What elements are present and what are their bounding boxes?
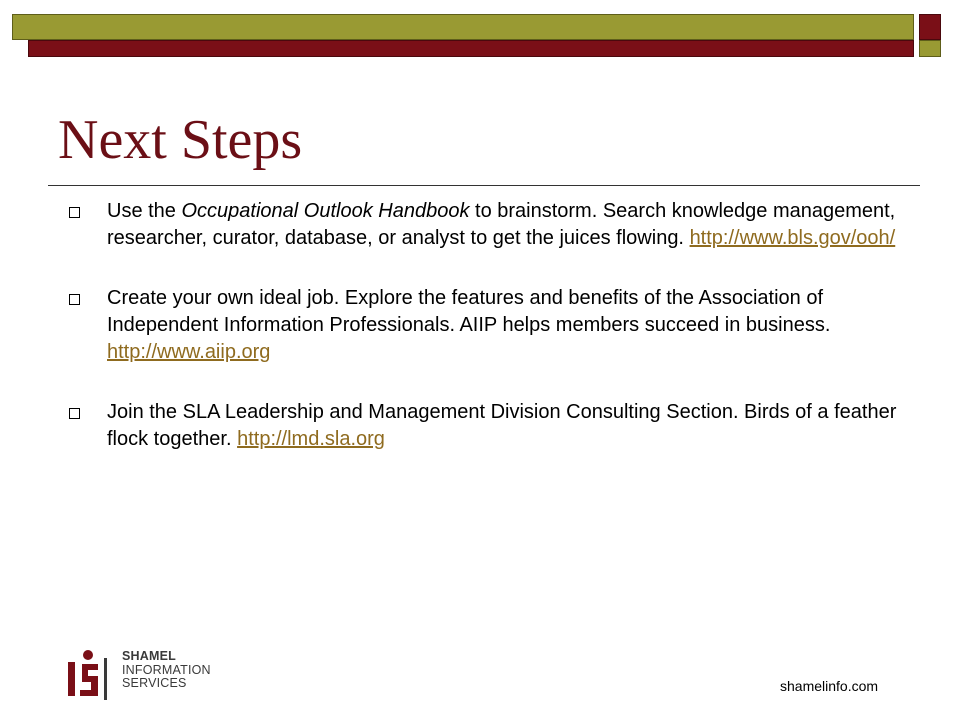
shamel-logo bbox=[64, 648, 244, 704]
logo-line-1: SHAMEL bbox=[122, 649, 176, 663]
logo-wordmark bbox=[122, 650, 211, 691]
header-corner-maroon bbox=[919, 14, 941, 40]
header-bar-maroon bbox=[28, 40, 914, 57]
bullet-item bbox=[58, 285, 898, 366]
logo-line-3: SERVICES bbox=[122, 676, 187, 690]
bullet-text: Create your own ideal job. Explore the features and benefits of the Association of Independent Information Professionals. AIIP helps members succeed in business. bbox=[107, 287, 831, 336]
bullet-item bbox=[58, 198, 898, 252]
lmd-sla-link[interactable]: http://lmd.sla.org bbox=[237, 428, 385, 450]
bullet-item bbox=[58, 399, 898, 453]
header-corner-olive bbox=[919, 40, 941, 57]
square-bullet-icon bbox=[69, 294, 80, 305]
bullet-text: to brainstorm. Search knowledge management, researcher, curator, database, or analyst to get the juices flowing. bbox=[107, 200, 896, 249]
bullet-text: Use the bbox=[107, 200, 182, 222]
bls-ooh-link[interactable]: http://www.bls.gov/ooh/ bbox=[689, 227, 896, 249]
square-bullet-icon bbox=[69, 207, 80, 218]
shamel-logo-icon bbox=[64, 648, 120, 704]
logo-line-2: INFORMATION bbox=[122, 662, 211, 677]
aiip-link[interactable]: http://www.aiip.org bbox=[107, 341, 271, 363]
header-bar-olive bbox=[12, 14, 914, 40]
title-divider bbox=[48, 185, 920, 186]
bullet-text: Join the SLA Leadership and Management Division Consulting Section. Birds of a feather flock together. bbox=[107, 401, 897, 450]
bullet-emphasis: Occupational Outlook Handbook bbox=[181, 200, 470, 222]
square-bullet-icon bbox=[69, 408, 80, 419]
footer-url: shamelinfo.com bbox=[780, 678, 879, 694]
slide-title: Next Steps bbox=[58, 109, 303, 171]
bullet-list bbox=[58, 198, 898, 486]
